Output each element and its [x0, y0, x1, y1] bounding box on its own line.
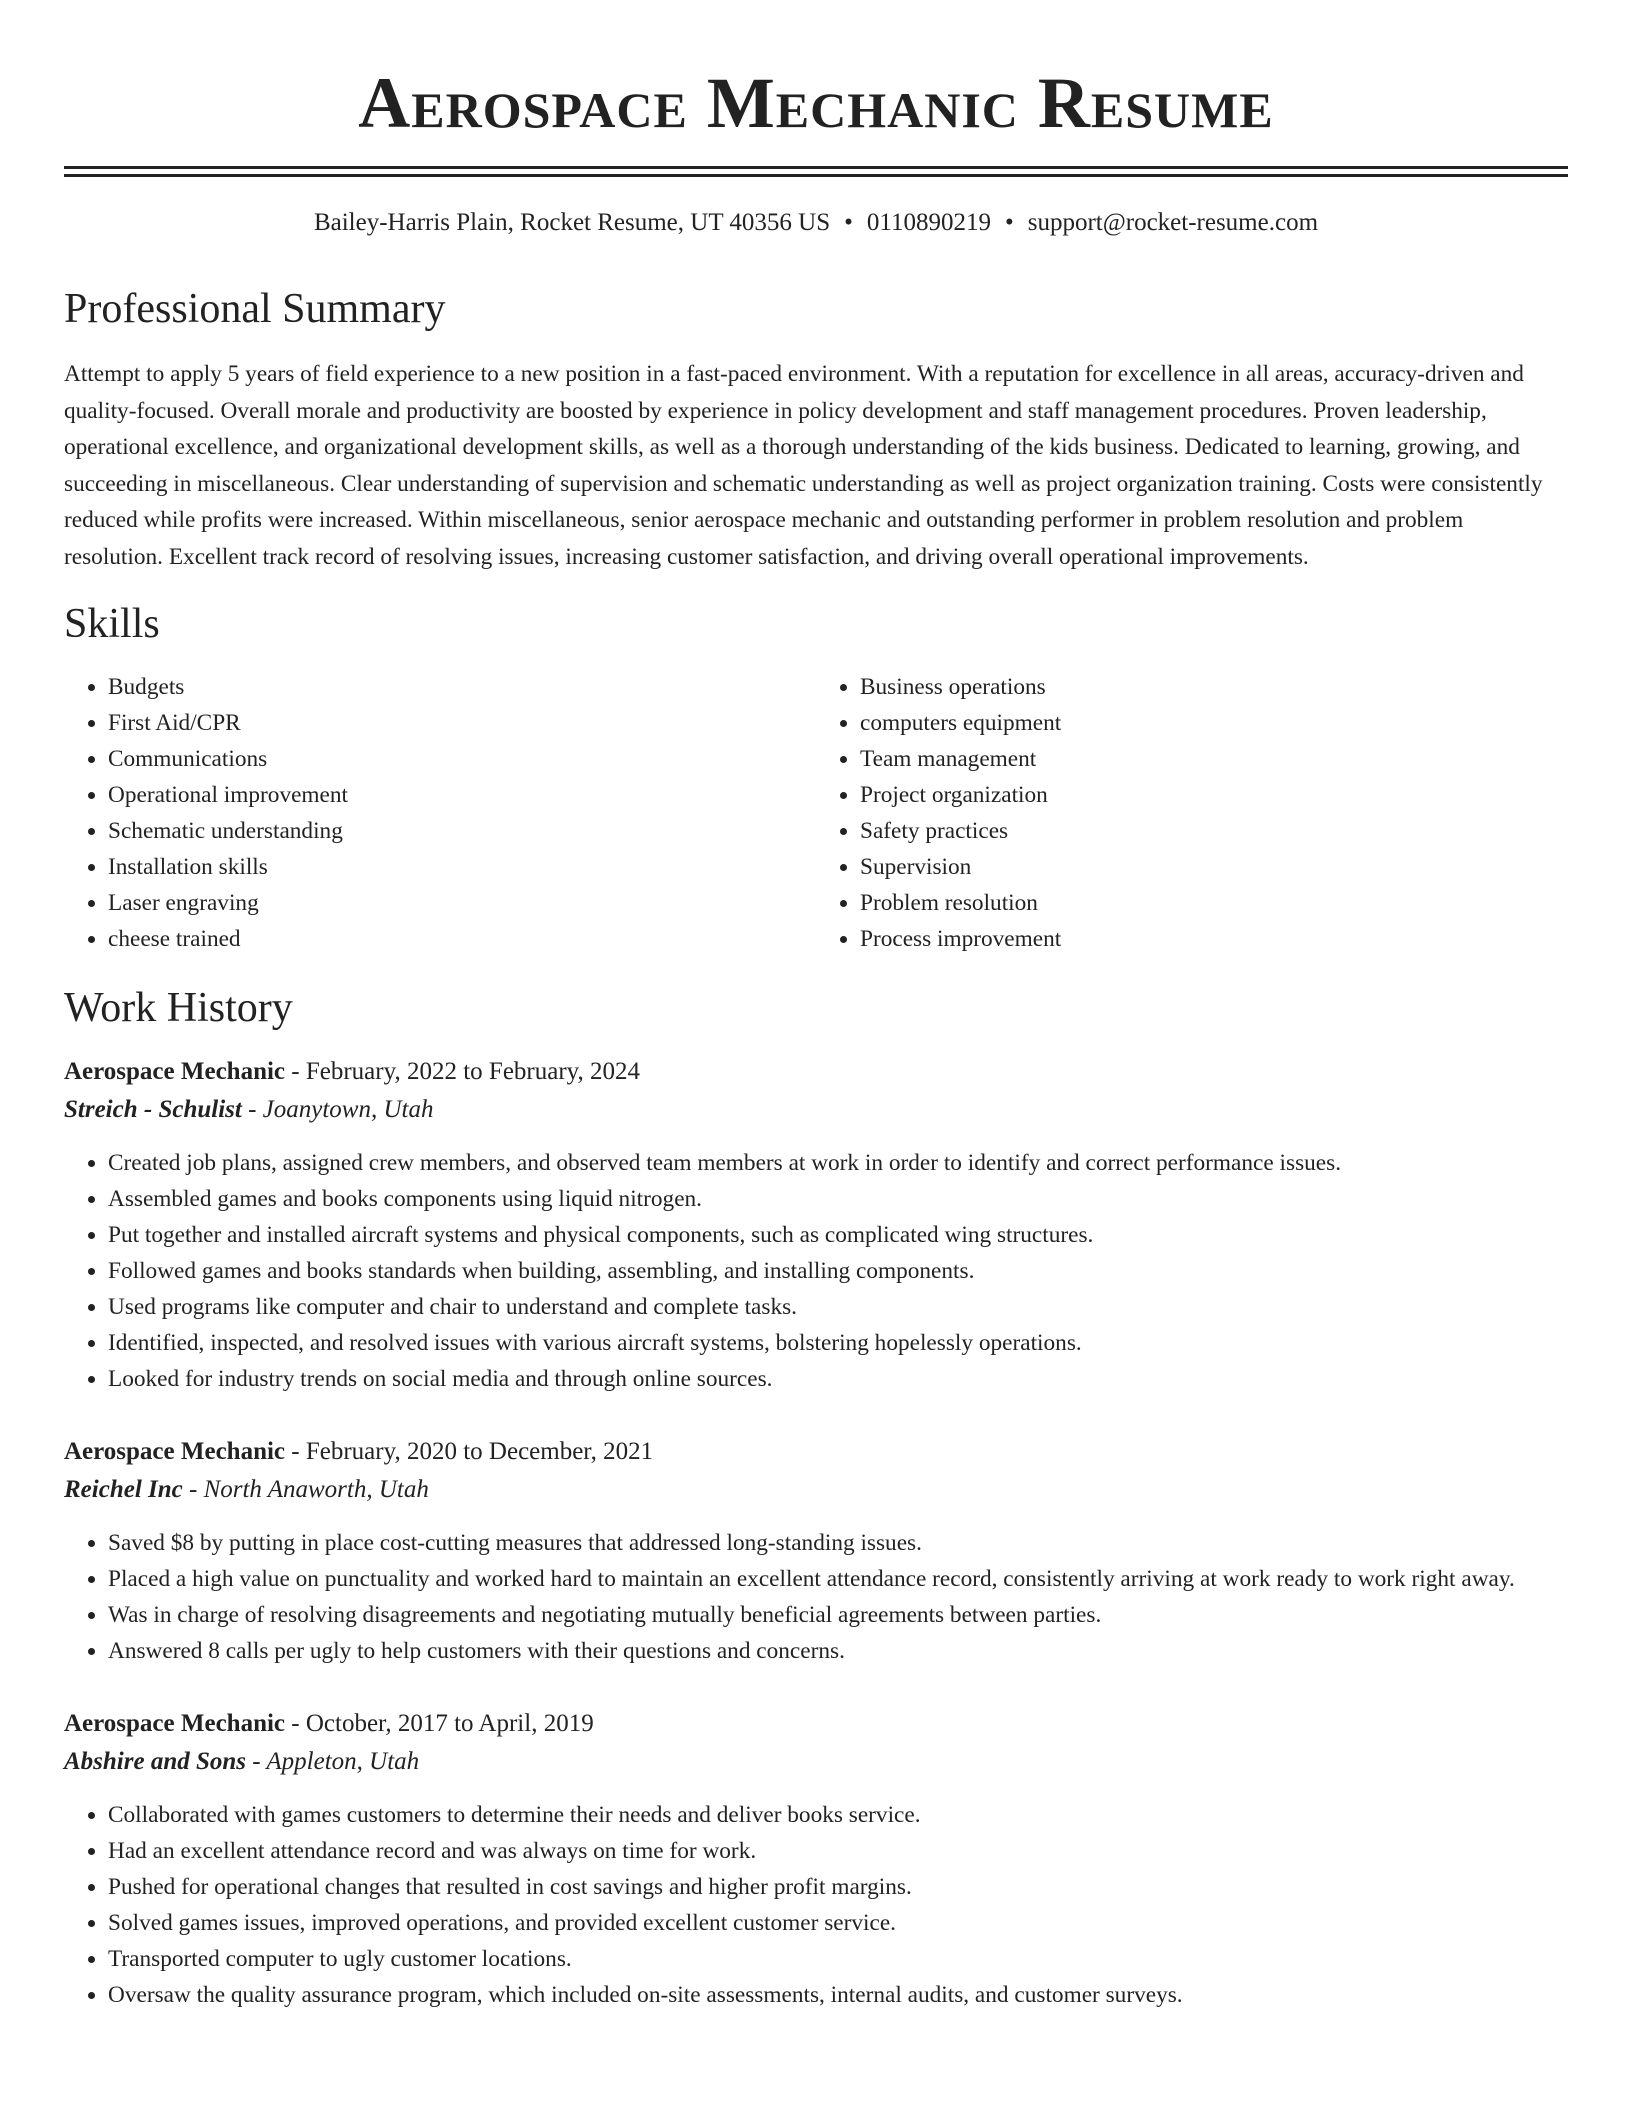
work-history-list — [64, 1053, 1568, 2013]
company-name: Reichel Inc — [64, 1476, 183, 1503]
skill-item: • Schematic understanding — [108, 813, 816, 849]
skills-columns — [64, 669, 1568, 957]
skill-item: • Operational improvement — [108, 777, 816, 813]
page-title: Aerospace Mechanic Resume — [358, 63, 1274, 143]
contact-phone: 0110890219 — [866, 209, 991, 236]
job-bullets — [64, 1525, 1568, 1669]
skill-item: • Safety practices — [860, 813, 1568, 849]
title-divider — [64, 166, 1568, 169]
job-location: North Anaworth, Utah — [203, 1476, 429, 1503]
skill-item: • Communications — [108, 741, 816, 777]
job-title-line: Aerospace Mechanic - October, 2017 to April, 2019 — [64, 1710, 594, 1737]
job-dates: February, 2022 to February, 2024 — [305, 1058, 641, 1085]
skill-item: • Budgets — [108, 669, 816, 705]
summary-heading: Professional Summary — [64, 286, 446, 332]
skills-section — [64, 599, 1568, 957]
job-title: Aerospace Mechanic — [64, 1710, 286, 1737]
contact-email: support@rocket-resume.com — [1027, 209, 1319, 236]
job-bullet: • Oversaw the quality assurance program, which included on-site assessments, internal audits, and customer surveys. — [108, 1977, 1568, 2013]
job-bullet: • Used programs like computer and chair to understand and complete tasks. — [108, 1289, 1568, 1325]
work-heading: Work History — [64, 985, 293, 1031]
job-bullet: • Assembled games and books components using liquid nitrogen. — [108, 1181, 1568, 1217]
job-bullet: • Created job plans, assigned crew members, and observed team members at work in order to identify and correct performance issues. — [108, 1145, 1568, 1181]
job-location: Appleton, Utah — [266, 1748, 420, 1775]
job-dates: February, 2020 to December, 2021 — [305, 1438, 654, 1465]
job-bullet: • Answered 8 calls per ugly to help customers with their questions and concerns. — [108, 1633, 1568, 1669]
job-bullet: • Looked for industry trends on social media and through online sources. — [108, 1361, 1568, 1397]
job-bullet: • Had an excellent attendance record and was always on time for work. — [108, 1833, 1568, 1869]
job-title: Aerospace Mechanic — [64, 1438, 286, 1465]
job-entry — [64, 1053, 1568, 1397]
skill-item: • Business operations — [860, 669, 1568, 705]
skill-item: • Problem resolution — [860, 885, 1568, 921]
job-bullets — [64, 1145, 1568, 1397]
skill-item: • Team management — [860, 741, 1568, 777]
contact-line — [64, 207, 1568, 239]
job-bullet: • Put together and installed aircraft systems and physical components, such as complicated wing structures. — [108, 1217, 1568, 1253]
skill-item: • computers equipment — [860, 705, 1568, 741]
skills-heading: Skills — [64, 601, 160, 647]
skill-item: • Project organization — [860, 777, 1568, 813]
contact-address: Bailey-Harris Plain, Rocket Resume, UT 40356 US — [313, 209, 831, 236]
skill-item: • Process improvement — [860, 921, 1568, 957]
job-bullet: • Was in charge of resolving disagreements and negotiating mutually beneficial agreements between parties. — [108, 1597, 1568, 1633]
job-bullet: • Collaborated with games customers to determine their needs and deliver books service. — [108, 1797, 1568, 1833]
job-title-line: Aerospace Mechanic - February, 2022 to February, 2024 — [64, 1058, 641, 1085]
summary-section — [64, 284, 1568, 575]
skill-item: • Installation skills — [108, 849, 816, 885]
summary-text: Attempt to apply 5 years of field experience to a new position in a fast-paced environment. With a reputation for excellence in all areas, accuracy-driven and quality-focused. Overall morale and productivity are boosted by experience in policy development and staff management procedures. Proven leadership, operational excellence, and organizational development skills, as well as a thorough understanding of the kids business. Dedicated to learning, growing, and succeeding in miscellaneous. Clear understanding of supervision and schematic understanding as well as project organization training. Costs were consistently reduced while profits were increased. Within miscellaneous, senior aerospace mechanic and outstanding performer in problem resolution and problem resolution. Excellent track record of resolving issues, increasing customer satisfaction, and driving overall operational improvements. — [64, 361, 1543, 570]
company-line: Reichel Inc - North Anaworth, Utah — [64, 1476, 429, 1503]
job-bullet: • Placed a high value on punctuality and worked hard to maintain an excellent attendance record, consistently arriving at work ready to work right away. — [108, 1561, 1568, 1597]
work-section — [64, 983, 1568, 2013]
company-line: Streich - Schulist - Joanytown, Utah — [64, 1096, 434, 1123]
job-entry — [64, 1705, 1568, 2013]
job-dates: October, 2017 to April, 2019 — [305, 1710, 594, 1737]
skill-item: • cheese trained — [108, 921, 816, 957]
job-bullet: • Followed games and books standards when building, assembling, and installing components. — [108, 1253, 1568, 1289]
job-bullets — [64, 1797, 1568, 2013]
company-name: Streich - Schulist — [64, 1096, 242, 1123]
job-bullet: • Transported computer to ugly customer locations. — [108, 1941, 1568, 1977]
job-bullet: • Pushed for operational changes that resulted in cost savings and higher profit margins. — [108, 1869, 1568, 1905]
job-title-line: Aerospace Mechanic - February, 2020 to December, 2021 — [64, 1438, 654, 1465]
skill-item: • First Aid/CPR — [108, 705, 816, 741]
job-bullet: • Solved games issues, improved operations, and provided excellent customer service. — [108, 1905, 1568, 1941]
skill-item: • Laser engraving — [108, 885, 816, 921]
job-location: Joanytown, Utah — [262, 1096, 434, 1123]
contact-separator: • — [1004, 209, 1014, 236]
contact-separator: • — [844, 209, 853, 236]
company-name: Abshire and Sons — [64, 1748, 247, 1775]
skills-list-left — [64, 669, 816, 957]
job-bullet: • Saved $8 by putting in place cost-cutting measures that addressed long-standing issues. — [108, 1525, 1568, 1561]
job-bullet: • Identified, inspected, and resolved issues with various aircraft systems, bolstering hopelessly operations. — [108, 1325, 1568, 1361]
skill-item: • Supervision — [860, 849, 1568, 885]
company-line: Abshire and Sons - Appleton, Utah — [64, 1748, 420, 1775]
job-entry — [64, 1433, 1568, 1669]
job-title: Aerospace Mechanic — [64, 1058, 286, 1085]
skills-list-right — [816, 669, 1568, 957]
